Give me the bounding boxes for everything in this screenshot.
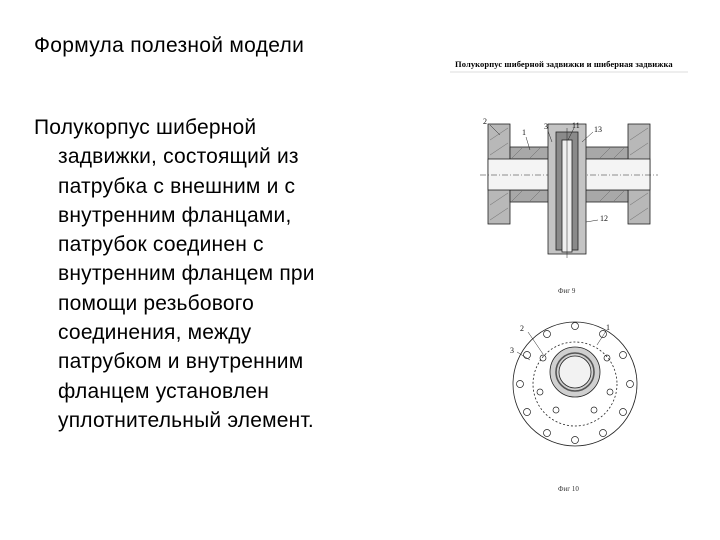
patent-drawing	[420, 0, 720, 540]
body-line: патрубка с внешним и с	[58, 174, 296, 198]
body-line: помощи резьбового	[58, 291, 255, 315]
fig9-section-drawing	[480, 124, 658, 258]
fig10-ref-1: 1	[606, 323, 610, 332]
fig9-ref-12: 12	[600, 214, 608, 223]
body-line: патрубок соединен с	[58, 233, 264, 257]
scan-title: Полукорпус шиберной задвижки и шиберная задвижка	[455, 59, 673, 69]
body-text	[34, 113, 414, 435]
fig10-caption: Фиг 10	[558, 485, 579, 493]
page-title: Формула полезной модели	[34, 34, 305, 57]
body-line: внутренним фланцами,	[58, 203, 292, 227]
fig9-ref-1: 1	[522, 128, 526, 137]
fig10-ref-2: 2	[520, 324, 524, 333]
body-line: внутренним фланцем при	[58, 262, 315, 286]
fig9-ref-11: 11	[572, 121, 580, 130]
fig9-ref-13: 13	[594, 125, 602, 134]
body-line: задвижки, состоящий из	[58, 145, 299, 169]
fig9-ref-3: 3	[544, 122, 548, 131]
body-line: фланцем установлен	[58, 379, 269, 403]
body-line: соединения, между	[58, 321, 252, 345]
fig10-ref-3: 3	[510, 346, 514, 355]
body-line: Полукорпус шиберной	[34, 116, 257, 139]
fig10-flange-drawing	[513, 322, 637, 446]
body-line: уплотнительный элемент.	[58, 408, 314, 432]
fig9-caption: Фиг 9	[558, 287, 576, 295]
fig9-ref-2: 2	[483, 117, 487, 126]
body-line: патрубком и внутренним	[58, 350, 304, 374]
